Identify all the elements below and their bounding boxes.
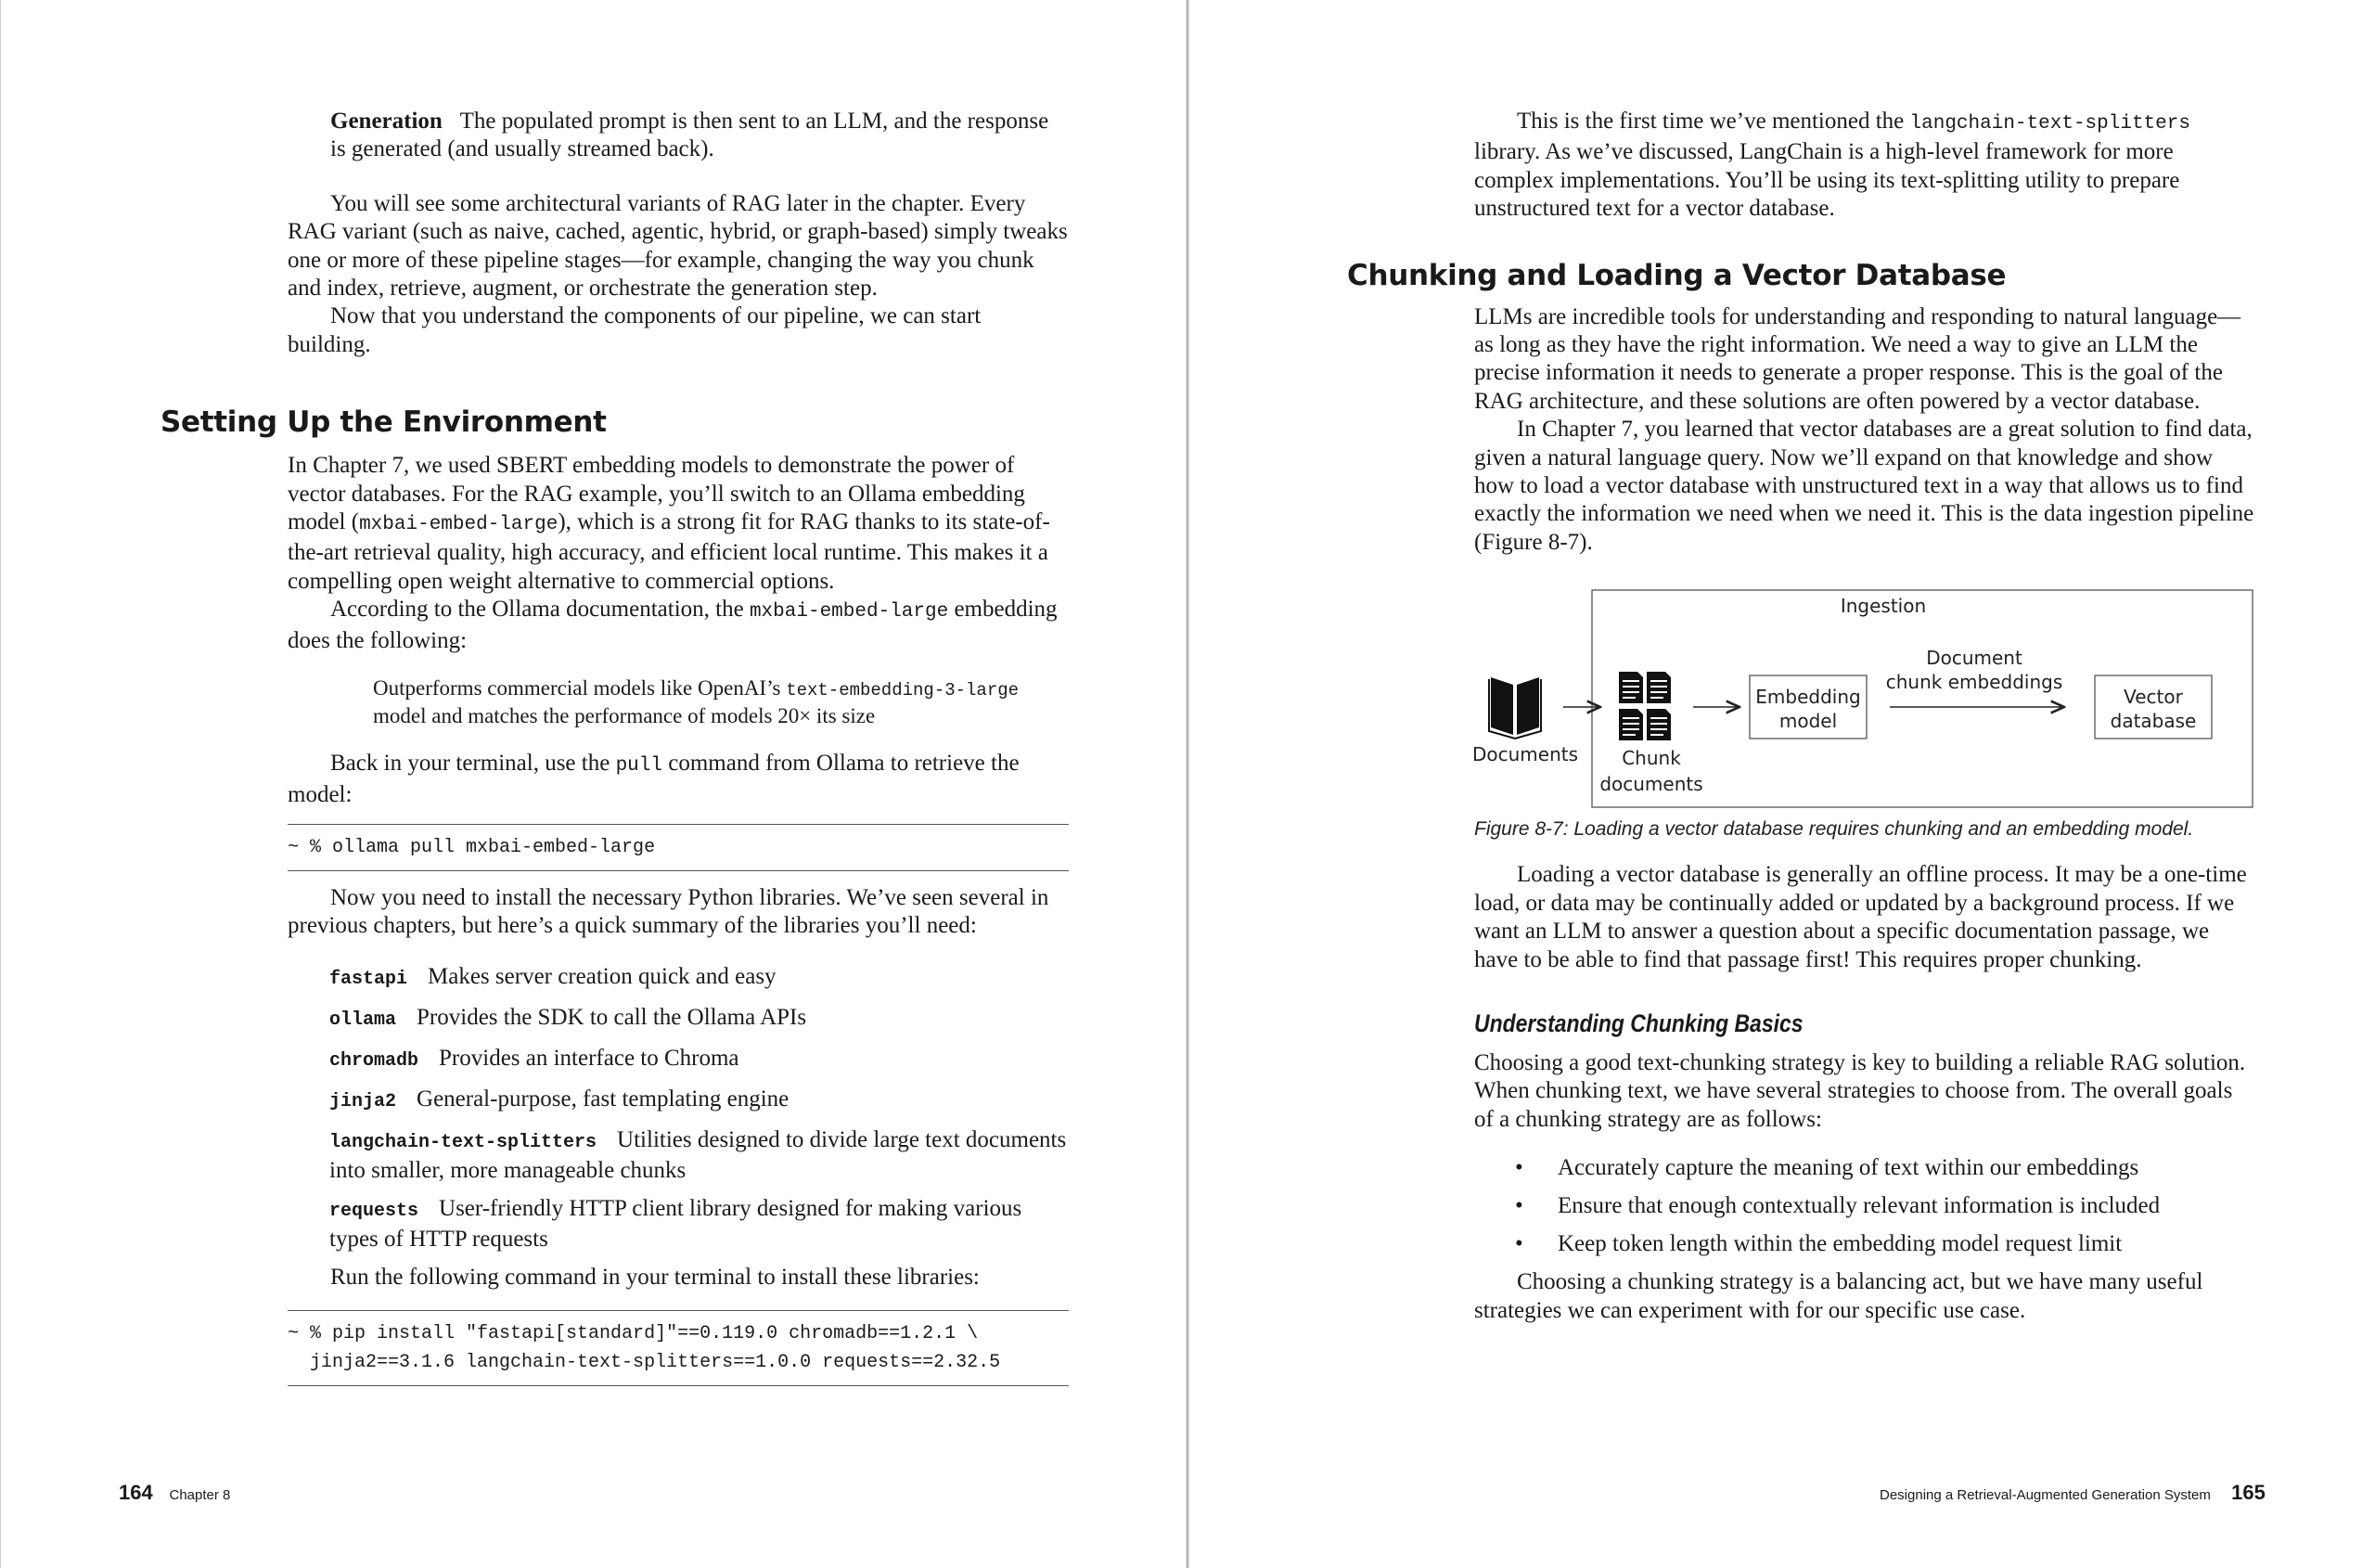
page-number: 165 — [2231, 1481, 2266, 1504]
library-name: requests — [329, 1200, 419, 1222]
left-page-body — [160, 108, 1069, 1386]
block-quote — [373, 675, 1069, 729]
right-page-body — [1347, 108, 2255, 1325]
goals-bullet-list — [1474, 1154, 2255, 1258]
embedding-label-2: model — [1778, 710, 1838, 733]
library-name: chromadb — [329, 1049, 419, 1072]
code-block-pip-install: ~ % pip install "fastapi[standard]"==0.119.0 chromadb==1.2.1 \ jinja2==3.1.6 langchain-text-splitters==1.0.0 requests==2.32.5 — [288, 1310, 1069, 1386]
library-item — [329, 1195, 1069, 1253]
ingestion-label: Ingestion — [1840, 595, 1927, 618]
paragraph-balance: Choosing a chunking strategy is a balancing act, but we have many useful strategies we can experiment with for our specific use case. — [1474, 1269, 2203, 1323]
documents-label: Documents — [1474, 743, 1579, 766]
book-icon — [1489, 677, 1541, 739]
left-footer — [119, 1481, 230, 1505]
paragraph-docs-text-a: According to the Ollama documentation, the — [330, 597, 750, 623]
library-description: General-purpose, fast templating engine — [417, 1086, 790, 1112]
paragraph-chapter7-text-b: ), which is a strong fit for RAG thanks to its state-of-the-art retrieval quality, high accuracy, and efficient local runtime. This makes it a compelling open weight alternative to commercial options. — [288, 509, 1050, 594]
paragraph-first-mention — [1474, 108, 2255, 224]
paragraph-first-text-b: library. As we’ve discussed, LangChain is a high-level framework for more complex implementations. You’ll be using its text-splitting utility to prepare unstructured text for a vector database. — [1474, 139, 2180, 222]
generation-term: Generation — [330, 109, 443, 134]
inline-code-model-2: mxbai-embed-large — [749, 601, 949, 623]
paragraph-chapter7 — [288, 452, 1069, 596]
quote-text-a: Outperforms commercial models like OpenAI’s — [373, 676, 787, 700]
library-list — [329, 963, 1069, 1253]
figure-caption: Figure 8-7: Loading a vector database requires chunking and an embedding model. — [1474, 818, 2194, 841]
library-item — [329, 963, 1069, 994]
library-description: Provides the SDK to call the Ollama APIs — [417, 1004, 807, 1030]
library-name: langchain-text-splitters — [329, 1131, 597, 1153]
paragraph-ollama-docs — [288, 596, 1069, 655]
library-name: jinja2 — [329, 1090, 397, 1112]
library-description: User-friendly HTTP client library designed for making various types of HTTP requests — [329, 1195, 1022, 1252]
bullet-item: • Keep token length within the embedding model request limit — [1474, 1230, 2255, 1258]
paragraph-components: Now that you understand the components of our pipeline, we can start building. — [288, 303, 982, 357]
embedding-label-1: Embedding — [1755, 686, 1861, 709]
paragraph-chapter7-text-a: In Chapter 7, we used SBERT embedding models to demonstrate the power of vector databases. For the RAG example, you’ll switch to an Ollama embedding model ( — [288, 453, 1025, 535]
paragraph-chapter7-vector: In Chapter 7, you learned that vector databases are a great solution to find data, given a natural language query. Now we’ll expand on that knowledge and show how to load a vector database with unstructured text in a way that allows us to find exactly the information we need when we need it. This is the data ingestion pipeline (Figure 8-7). — [1474, 417, 2254, 555]
left-page — [0, 0, 1187, 1568]
running-head: Chapter 8 — [169, 1487, 231, 1503]
generation-definition — [330, 108, 1069, 164]
library-item — [329, 1126, 1069, 1185]
doc-embeddings-label-1: Document — [1926, 647, 2022, 670]
quote-inline-code: text-embedding-3-large — [786, 680, 1020, 701]
library-description: Makes server creation quick and easy — [428, 963, 777, 989]
library-name: ollama — [329, 1009, 397, 1031]
paragraph-first-text-a: This is the first time we’ve mentioned the — [1517, 109, 1910, 134]
chunk-documents-icon — [1619, 672, 1671, 740]
library-description: Utilities designed to divide large text documents into smaller, more manageable chunks — [329, 1126, 1067, 1183]
figure-ingestion-diagram — [1474, 588, 2255, 811]
paragraph-loading: Loading a vector database is generally an offline process. It may be a one-time load, or data may be continually added or updated by a background process. If we want an LLM to answer a question about a specific documentation passage, we have to be able to find that passage first! This requires proper chunking. — [1474, 862, 2247, 972]
generation-text: The populated prompt is then sent to an LLM, and the response is generated (and usually streamed back). — [330, 109, 1049, 162]
library-description: Provides an interface to Chroma — [439, 1045, 739, 1071]
doc-embeddings-label-2: chunk embeddings — [1885, 671, 2063, 694]
code-block-ollama-pull: ~ % ollama pull mxbai-embed-large — [288, 824, 1069, 871]
paragraph-llms: LLMs are incredible tools for understanding and responding to natural language—as long as they have the right information. We need a way to give an LLM the precise information it needs to generate a proper response. This is the goal of the RAG architecture, and these solutions are often powered by a vector database. — [1474, 303, 2241, 414]
paragraph-choosing: Choosing a good text-chunking strategy is key to building a reliable RAG solution. When chunking text, we have several strategies to choose from. The overall goals of a chunking strategy are as follows: — [1474, 1049, 2246, 1132]
paragraph-pull — [288, 750, 1069, 809]
paragraph-pull-text-b: command from Ollama to retrieve the model: — [288, 751, 1020, 807]
right-footer — [1880, 1481, 2266, 1505]
vector-label-2: database — [2110, 710, 2197, 733]
bullet-item: • Accurately capture the meaning of text within our embeddings — [1474, 1154, 2255, 1182]
paragraph-run: Run the following command in your terminal to install these libraries: — [330, 1264, 980, 1290]
quote-text-b: model and matches the performance of models 20× its size — [373, 704, 876, 728]
paragraph-install: Now you need to install the necessary Python libraries. We’ve seen several in previous chapters, but here’s a quick summary of the libraries you’ll need: — [288, 884, 1049, 939]
inline-code-model: mxbai-embed-large — [359, 514, 558, 536]
paragraph-variants: You will see some architectural variants of RAG later in the chapter. Every RAG variant (such as naive, cached, agentic, hybrid, or graph-based) simply tweaks one or more of these pipeline stages—for example, changing the way you chunk and index, retrieve, augment, or orchestrate the generation step. — [288, 190, 1068, 302]
page-number: 164 — [119, 1481, 153, 1504]
section-heading-chunking: Chunking and Loading a Vector Database — [1347, 258, 2007, 292]
library-item — [329, 1086, 1069, 1116]
ingestion-diagram — [1474, 588, 2255, 811]
inline-code-pull: pull — [615, 755, 662, 778]
paragraph-docs-text-b: embedding does the following: — [288, 597, 1058, 653]
library-name: fastapi — [329, 968, 408, 990]
subsection-heading-chunking-basics: Understanding Chunking Basics — [1474, 1009, 1804, 1037]
paragraph-pull-text-a: Back in your terminal, use the — [330, 751, 616, 777]
chunk-label-1: Chunk — [1622, 747, 1681, 770]
vector-label-1: Vector — [2124, 686, 2183, 709]
library-item — [329, 1004, 1069, 1035]
library-item — [329, 1045, 1069, 1075]
chunk-label-2: documents — [1599, 773, 1703, 796]
inline-code-splitters: langchain-text-splitters — [1909, 113, 2190, 135]
section-heading-setup: Setting Up the Environment — [160, 405, 607, 440]
running-head: Designing a Retrieval-Augmented Generation System — [1880, 1487, 2211, 1503]
bullet-item: • Ensure that enough contextually relevant information is included — [1474, 1192, 2255, 1220]
